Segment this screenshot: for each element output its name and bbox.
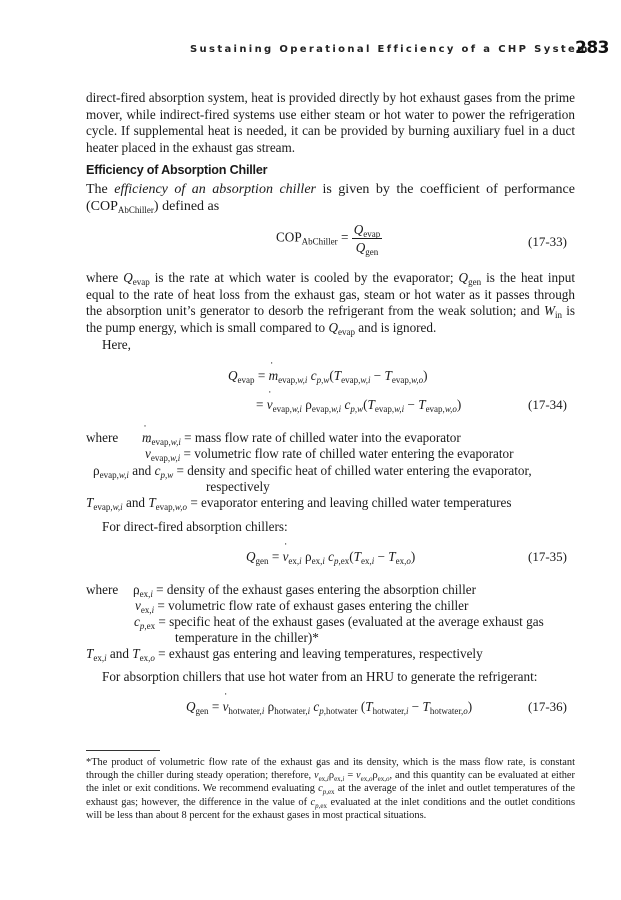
running-header: Sustaining Operational Efficiency of a CHP System <box>190 44 590 55</box>
where-q-paragraph: where $Q_{evap}$ is the rate at which water is cooled by the evaporator; $Q_{gen}$ is the heat input equal to the rate of heat loss from the exhaust gas, steam or hot water as it passes through the absorption unit’s generator to desorb the refrigerant from the weak solution; and $W_{in}$ is the pump energy, which is small compared to $Q_{evap}$ and is ignored. <box>86 270 576 337</box>
equation-17-34-line-2: = ˙ $v_{evap,w,i}$ $\rho_{evap,w,i}$ $c_{p,w}(T_{evap,w,i} - T_{evap,w,o})$ <box>256 397 461 413</box>
where-label-2: where <box>86 582 119 597</box>
equation-number-17-34: (17-34) <box>528 397 567 412</box>
footnote: *The product of volumetric flow rate of the exhaust gas and its density, which is the mass flow rate, is constant through the chiller during steady operation; therefore, ˙ $v_{ex,i}\rho_{ex,i}$ = ˙ $v_{ex,o}\rho_{ex,o}$, and this quantity can be evaluated at either the inlet or exit conditions. We recommend evaluating $c_{p,ex}$ at the average of the inlet and outlet temperatures of the exhaust gas; however, the difference in the value of $c_{p,ex}$ evaluated at the inlet conditions and the outlet conditions will be less than about 8 percent for the exhaust gases in most practical situations. <box>86 756 575 822</box>
equation-17-34-line-1: $Q_{evap}$ = ˙ $m_{evap,w,i}$ $c_{p,w}(T_{evap,w,i} - T_{evap,w,o})$ <box>228 368 428 384</box>
page-number: 283 <box>575 38 609 58</box>
equation-number-17-35: (17-35) <box>528 549 567 564</box>
equation-number-17-36: (17-36) <box>528 699 567 714</box>
equation-number-17-33: (17-33) <box>528 234 567 249</box>
def-exhaust-specific-heat: $c_{p,ex}$ = specific heat of the exhaust gases (evaluated at the average exhaust gas <box>134 614 544 631</box>
equation-17-33: $COP_{AbChiller}$ = $\frac{Q_{evap}}{Q_{gen}}$ <box>276 222 381 257</box>
cop-definition-paragraph: The efficiency of an absorption chiller is given by the coefficient of performance $(COP_{AbChiller})$ defined as <box>86 182 575 215</box>
where-label: where <box>86 430 119 445</box>
direct-fired-intro: For direct-fired absorption chillers: <box>102 519 288 534</box>
def-exhaust-density: $\rho_{ex,i}$ = density of the exhaust gases entering the absorption chiller <box>133 582 476 599</box>
def-evaporator-temperatures: $T_{evap,w,i}$ and $T_{evap,w,o}$ = evaporator entering and leaving chilled water temperatures <box>86 495 512 512</box>
def-exhaust-temperatures: $T_{ex,i}$ and $T_{ex,o}$ = exhaust gas entering and leaving temperatures, respectively <box>86 646 483 663</box>
section-heading: Efficiency of Absorption Chiller <box>86 163 268 177</box>
def-mass-flow: ˙ $m_{evap,w,i}$ = mass flow rate of chilled water into the evaporator <box>142 430 461 446</box>
def-exhaust-volumetric-flow: ˙ $v_{ex,i}$ = volumetric flow rate of exhaust gases entering the chiller <box>135 598 468 614</box>
footnote-rule <box>86 750 160 751</box>
def-volumetric-flow: ˙ $v_{evap,w,i}$ = volumetric flow rate of chilled water entering the evaporator <box>145 446 514 462</box>
here-label: Here, <box>102 337 131 352</box>
equation-17-36: $Q_{gen}$ = ˙ $v_{hotwater,i}$ $\rho_{hotwater,i}$ $c_{p,hotwater}$ $(T_{hotwater,i} - T_{hotwater,o})$ <box>186 699 472 715</box>
intro-paragraph: direct-fired absorption system, heat is provided directly by hot exhaust gases from the prime mover, while indirect-fired systems use either steam or hot water to power the refrigeration cycle. If supplemental heat is needed, it can be provided by burning auxiliary fuel in a duct heater placed in the exhaust gas stream. <box>86 90 575 155</box>
equation-17-35: $Q_{gen}$ = ˙ $v_{ex,i}$ $\rho_{ex,i}$ $c_{p,ex}(T_{ex,i} - T_{ex,o})$ <box>246 549 415 565</box>
hot-water-intro: For absorption chillers that use hot water from an HRU to generate the refrigerant: <box>102 669 538 684</box>
def-density-specific-heat: $\rho_{evap,w,i}$ and $c_{p,w}$ = density and specific heat of chilled water entering the evaporator, <box>93 463 532 480</box>
def-density-respectively: respectively <box>206 479 270 494</box>
def-exhaust-specific-heat-cont: temperature in the chiller)* <box>175 630 319 645</box>
